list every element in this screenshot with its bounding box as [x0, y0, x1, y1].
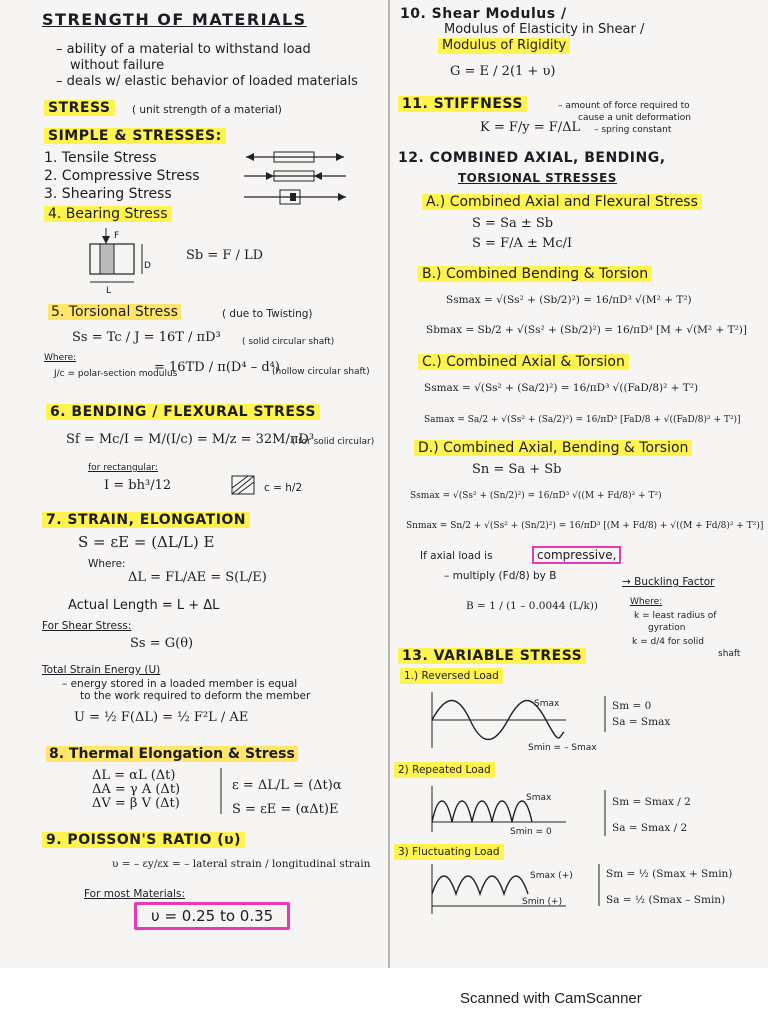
- intro-line-1: – ability of a material to withstand load: [56, 42, 311, 57]
- poisson-value-box: υ = 0.25 to 0.35: [134, 902, 290, 930]
- strain-energy-label: Total Strain Energy (U): [42, 664, 161, 676]
- shear-modulus-sub: Modulus of Elasticity in Shear /: [444, 22, 645, 37]
- stress-note: ( unit strength of a material): [132, 104, 282, 116]
- bending-formula: Sf = Mc/I = M/(I/c) = M/z = 32M/πD³: [66, 432, 315, 447]
- thermal-heading: 8. Thermal Elongation & Stress: [46, 746, 298, 762]
- combined-d-formula-1: Ssmax = √(Ss² + (Sn/2)²) = 16/πD³ √((M + Fd/8)² + T²): [410, 491, 662, 501]
- rect-formula: I = bh³/12: [104, 478, 172, 493]
- shearing-diagram: [240, 190, 350, 204]
- compressive-diagram: [240, 169, 350, 183]
- combined-c-formula-1: Ssmax = √(Ss² + (Sa/2)²) = 16/πD³ √((FaD/8)² + T²): [424, 382, 699, 394]
- thermal-area: ΔA = γ A (Δt): [92, 782, 181, 797]
- fluctuating-eq-sa: Sa = ½ (Smax – Smin): [606, 894, 726, 906]
- where-k-label: Where:: [630, 597, 663, 607]
- bearing-l-label: L: [106, 286, 112, 296]
- intro-line-2: without failure: [70, 58, 165, 73]
- thermal-length: ΔL = αL (Δt): [92, 768, 176, 783]
- bearing-formula: Sb = F / LD: [186, 248, 264, 263]
- simple-item-shearing: 3. Shearing Stress: [44, 186, 172, 202]
- shear-stress-formula: Ss = G(θ): [130, 636, 194, 651]
- reversed-bracket: [604, 696, 606, 732]
- tensile-diagram: [240, 150, 350, 164]
- buckling-formula: B = 1 / (1 – 0.0044 (L/k)): [466, 600, 599, 612]
- bearing-f-label: F: [114, 231, 120, 241]
- simple-item-bearing: 4. Bearing Stress: [44, 206, 172, 222]
- poisson-formula: υ = – εy/εx = – lateral strain / longitudinal strain: [112, 858, 371, 870]
- axial-load-text: If axial load is: [420, 550, 493, 562]
- buckling-factor: → Buckling Factor: [622, 576, 715, 588]
- thermal-volume: ΔV = β V (Δt): [92, 796, 180, 811]
- shear-modulus-heading: 10. Shear Modulus /: [400, 6, 567, 22]
- rect-c: c = h/2: [264, 482, 303, 494]
- combined-d-formula-0: Sn = Sa + Sb: [472, 462, 562, 477]
- fluctuating-load-label: 3) Fluctuating Load: [394, 844, 504, 860]
- where-k-1: k = least radius of: [634, 611, 717, 621]
- fluctuating-bracket: [598, 864, 600, 906]
- intro-line-3: – deals w/ elastic behavior of loaded materials: [56, 74, 358, 89]
- where-item: J/c = polar-section modulus: [54, 369, 178, 379]
- strain-dl-formula: ΔL = FL/AE = S(L/E): [128, 570, 267, 585]
- repeated-bracket: [604, 790, 606, 836]
- reversed-eq-sm: Sm = 0: [612, 700, 652, 712]
- stiffness-note-2: cause a unit deformation: [578, 113, 691, 123]
- where-label: Where:: [44, 353, 77, 363]
- repeated-eq-sm: Sm = Smax / 2: [612, 796, 691, 808]
- repeated-smax: Smax: [526, 793, 552, 803]
- fluctuating-smin: Smin (+): [522, 897, 563, 907]
- strain-formula: S = εE = (ΔL/L) E: [78, 533, 215, 551]
- where-k-3: k = d/4 for solid: [632, 637, 704, 647]
- bearing-diagram: [84, 228, 164, 292]
- where-k-4: shaft: [718, 649, 741, 659]
- combined-heading: 12. COMBINED AXIAL, BENDING,: [398, 150, 666, 166]
- combined-c-formula-2: Samax = Sa/2 + √(Ss² + (Sa/2)²) = 16/πD³ [FaD/8 + √((FaD/8)² + T²)]: [424, 415, 741, 425]
- reversed-load-label: 1.) Reversed Load: [400, 668, 503, 684]
- reversed-smax: Smax: [534, 699, 560, 709]
- strain-heading: 7. STRAIN, ELONGATION: [42, 512, 250, 528]
- torsional-note: ( due to Twisting): [222, 308, 313, 320]
- combined-b-formula-1: Ssmax = √(Ss² + (Sb/2)²) = 16/πD³ √(M² + T²): [446, 294, 692, 306]
- compressive-box: compressive,: [532, 546, 621, 564]
- torsional-formula-solid: Ss = Tc / J = 16T / πD³: [72, 330, 221, 345]
- page-title: STRENGTH OF MATERIALS: [42, 10, 307, 29]
- thermal-stress: S = εE = (αΔt)E: [232, 802, 339, 817]
- scanner-watermark: Scanned with CamScanner: [460, 990, 642, 1007]
- stiffness-heading: 11. STIFFNESS: [398, 96, 527, 112]
- poisson-most-label: For most Materials:: [84, 888, 185, 900]
- variable-stress-heading: 13. VARIABLE STRESS: [398, 648, 586, 664]
- stiffness-note-1: – amount of force required to: [558, 101, 690, 111]
- rect-label: for rectangular:: [88, 463, 158, 473]
- torsional-heading: 5. Torsional Stress: [48, 304, 181, 320]
- reversed-eq-sa: Sa = Smax: [612, 716, 671, 728]
- repeated-eq-sa: Sa = Smax / 2: [612, 822, 688, 834]
- combined-d-heading: D.) Combined Axial, Bending & Torsion: [414, 440, 692, 456]
- column-divider: [388, 0, 390, 968]
- combined-d-formula-2: Snmax = Sn/2 + √(Ss² + (Sn/2)²) = 16/πD³ [(M + Fd/8) + √((M + Fd/8)² + T²)]: [406, 521, 764, 531]
- combined-c-heading: C.) Combined Axial & Torsion: [418, 354, 629, 370]
- thermal-strain: ε = ΔL/L = (Δt)α: [232, 778, 342, 793]
- poisson-heading: 9. POISSON'S RATIO (υ): [42, 832, 245, 848]
- thermal-separator: [220, 768, 222, 814]
- stress-heading: STRESS: [44, 100, 115, 116]
- repeated-load-label: 2) Repeated Load: [394, 762, 495, 778]
- reversed-smin: Smin = – Smax: [528, 743, 597, 753]
- strain-where: Where:: [88, 558, 126, 570]
- where-k-2: gyration: [648, 623, 686, 633]
- simple-stresses-heading: SIMPLE & STRESSES:: [44, 128, 226, 144]
- fluctuating-eq-sm: Sm = ½ (Smax + Smin): [606, 868, 733, 880]
- torsional-solid-note: ( solid circular shaft): [242, 337, 335, 347]
- actual-length: Actual Length = L + ΔL: [68, 598, 220, 613]
- torsional-formula-hollow: = 16TD / π(D⁴ – d⁴): [154, 360, 280, 375]
- combined-a-formula-2: S = F/A ± Mc/I: [472, 236, 573, 251]
- bending-note: ( for solid circular): [292, 437, 375, 447]
- rigidity-label: Modulus of Rigidity: [438, 38, 570, 54]
- combined-b-formula-2: Sbmax = Sb/2 + √(Ss² + (Sb/2)²) = 16/πD³ [M + √(M² + T²)]: [426, 324, 747, 336]
- shear-stress-label: For Shear Stress:: [42, 620, 132, 632]
- fluctuating-smax: Smax (+): [530, 871, 573, 881]
- repeated-smin: Smin = 0: [510, 827, 552, 837]
- combined-heading-2: TORSIONAL STRESSES: [458, 171, 617, 185]
- simple-item-compressive: 2. Compressive Stress: [44, 168, 200, 184]
- strain-energy-formula: U = ½ F(ΔL) = ½ F²L / AE: [74, 710, 249, 725]
- combined-b-heading: B.) Combined Bending & Torsion: [418, 266, 652, 282]
- bending-heading: 6. BENDING / FLEXURAL STRESS: [46, 404, 320, 420]
- multiply-text: – multiply (Fd/8) by B: [444, 570, 557, 582]
- torsional-hollow-note: (hollow circular shaft): [272, 367, 370, 377]
- bearing-d-label: D: [144, 261, 151, 271]
- rectangle-section-icon: [230, 474, 260, 496]
- strain-energy-text-1: – energy stored in a loaded member is equal: [62, 678, 298, 690]
- combined-a-formula-1: S = Sa ± Sb: [472, 216, 554, 231]
- stiffness-formula: K = F/y = F/ΔL: [480, 120, 581, 135]
- simple-item-tensile: 1. Tensile Stress: [44, 150, 157, 166]
- combined-a-heading: A.) Combined Axial and Flexural Stress: [422, 194, 702, 210]
- strain-energy-text-2: to the work required to deform the member: [80, 690, 311, 702]
- shear-modulus-formula: G = E / 2(1 + υ): [450, 64, 556, 79]
- stiffness-note-3: – spring constant: [594, 125, 672, 135]
